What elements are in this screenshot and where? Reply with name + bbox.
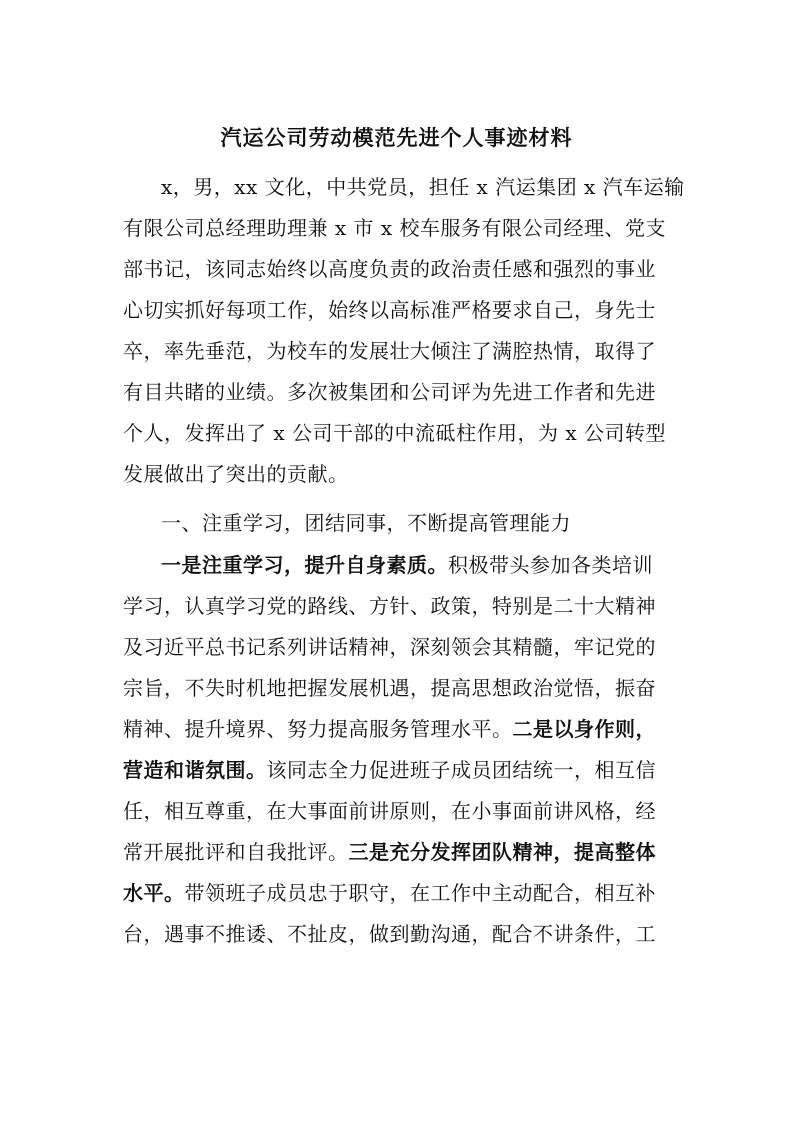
bold-lead-phrase: 三是充分发挥团队精神，提高整体 bbox=[348, 840, 656, 864]
paragraph-line: 个人，发挥出了 x 公司干部的中流砥柱作用，为 x 公司转型 bbox=[123, 421, 666, 445]
paragraph-line: 心切实抓好每项工作，始终以高标准严格要求自己，身先士 bbox=[123, 298, 656, 322]
paragraph-text: 带领班子成员忠于职守，在工作中主动配合，相互补 bbox=[184, 881, 656, 905]
paragraph-text: 精神、提升境界、努力提高服务管理水平。 bbox=[123, 717, 513, 741]
paragraph-line: 宗旨，不失时机地把握发展机遇，提高思想政治觉悟，振奋 bbox=[123, 676, 656, 700]
paragraph-line bbox=[123, 873, 683, 914]
paragraph-text: 常开展批评和自我批评。 bbox=[123, 840, 349, 864]
paragraph-line: 发展做出了突出的贡献。 bbox=[123, 462, 349, 486]
paragraph-study bbox=[123, 545, 683, 955]
paragraph-line: x，男，xx 文化，中共党员，担任 x 汽运集团 x 汽车运输 bbox=[161, 175, 685, 199]
paragraph-line: 部书记，该同志始终以高度负责的政治责任感和强烈的事业 bbox=[123, 257, 656, 281]
paragraph-line bbox=[123, 709, 683, 750]
section-heading-text: 一、注重学习，团结同事，不断提高管理能力 bbox=[161, 511, 571, 535]
bold-lead-phrase: 水平。 bbox=[123, 881, 185, 905]
paragraph-line: 及习近平总书记系列讲话精神，深刻领会其精髓，牢记党的 bbox=[123, 635, 656, 659]
paragraph-line: 学习，认真学习党的路线、方针、政策，特别是二十大精神 bbox=[123, 594, 656, 618]
paragraph-intro bbox=[123, 167, 683, 495]
paragraph-text: 积极带头参加各类培训 bbox=[448, 553, 653, 577]
bold-lead-phrase: 一是注重学习，提升自身素质。 bbox=[161, 553, 448, 577]
document-title: 汽运公司劳动模范先进个人事迹材料 bbox=[220, 125, 573, 150]
bold-lead-phrase: 二是以身作则， bbox=[512, 717, 656, 741]
paragraph-line: 任，相互尊重，在大事面前讲原则，在小事面前讲风格，经 bbox=[123, 799, 656, 823]
paragraph-text: 该同志全力促进班子成员团结统一，相互信 bbox=[266, 758, 656, 782]
paragraph-line bbox=[123, 545, 683, 586]
paragraph-line: 有目共睹的业绩。多次被集团和公司评为先进工作者和先进 bbox=[123, 380, 656, 404]
paragraph-line bbox=[123, 750, 683, 791]
paragraph-line: 有限公司总经理助理兼 x 市 x 校车服务有限公司经理、党支 bbox=[123, 216, 666, 240]
paragraph-line: 台，遇事不推诿、不扯皮，做到勤沟通，配合不讲条件，工 bbox=[123, 922, 656, 946]
section-heading-1 bbox=[123, 503, 683, 544]
paragraph-line bbox=[123, 832, 683, 873]
paragraph-line: 卒，率先垂范，为校车的发展壮大倾注了满腔热情，取得了 bbox=[123, 339, 656, 363]
bold-lead-phrase: 营造和谐氛围。 bbox=[123, 758, 267, 782]
